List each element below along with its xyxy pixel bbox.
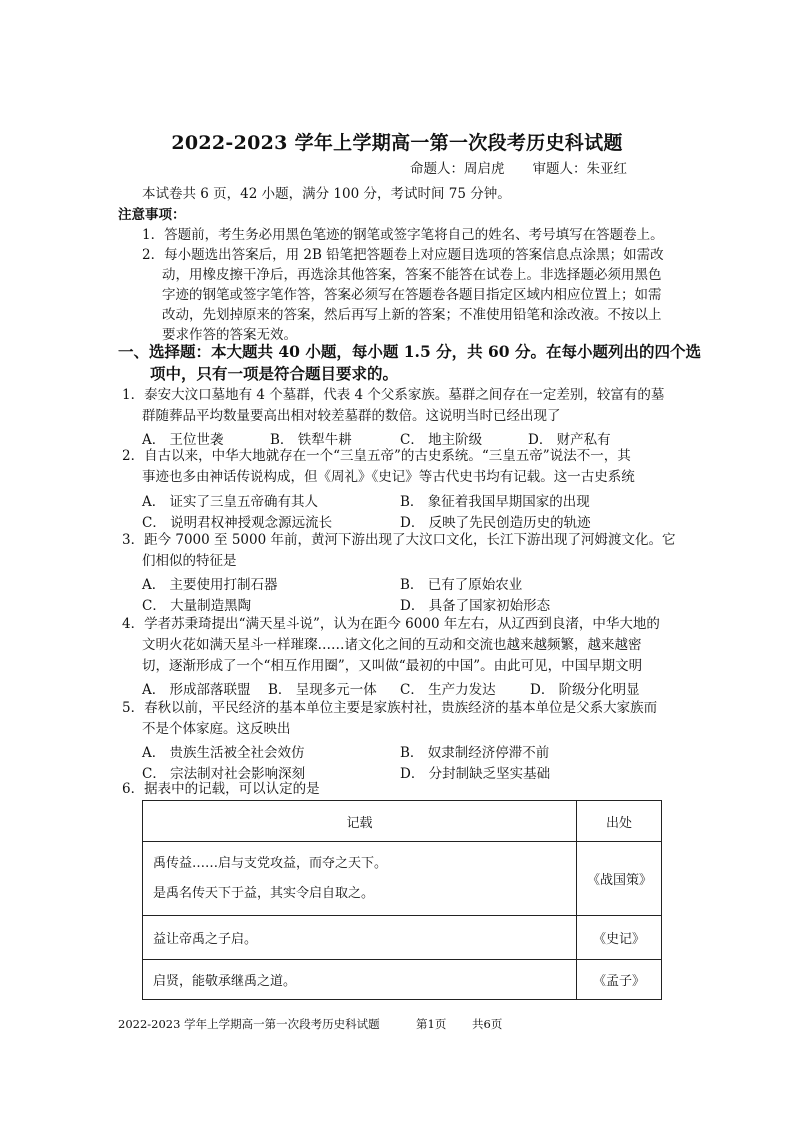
question-4-option-c: C． 生产力发达 [400, 682, 496, 698]
question-1-stem: 1．泰安大汶口墓地有 4 个墓群，代表 4 个父系家族。墓群之间存在一定差别，较富有的墓 [122, 387, 665, 403]
question-1-stem: 群随葬品平均数量要高出相对较差墓群的数倍。这说明当时已经出现了 [142, 408, 561, 424]
question-5-option-d: D． 分封制缺乏坚实基础 [400, 766, 551, 782]
question-2-stem: 事迹也多由神话传说构成，但《周礼》《史记》等古代史书均有记载。这一古史系统 [142, 469, 635, 485]
setter: 命题人：周启虎 [410, 161, 505, 177]
header-source: 出处 [577, 801, 662, 842]
question-2-option-a: A． 证实了三皇五帝确有其人 [142, 494, 319, 510]
notes-item-2-line: 2．每小题选出答案后，用 2B 铅笔把答题卷上对应题目选项的答案信息点涂黑；如需改 [142, 247, 664, 263]
notes-item-1: 1．答题前，考生务必用黑色笔迹的钢笔或签字笔将自己的姓名、考号填写在答题卷上。 [142, 227, 664, 243]
exam-intro: 本试卷共 6 页，42 小题，满分 100 分，考试时间 75 分钟。 [142, 186, 511, 202]
question-5-option-c: C． 宗法制对社会影响深刻 [142, 766, 306, 782]
source-cell: 《孟子》 [577, 960, 662, 1000]
footer-title: 2022-2023 学年上学期高一第一次段考历史科试题 [118, 1017, 380, 1031]
question-2-stem: 2．自古以来，中华大地就存在一个“三皇五帝”的古史系统。“三皇五帝”说法不一，其 [122, 448, 631, 464]
source-cell: 《战国策》 [577, 842, 662, 916]
question-4-option-d: D． 阶级分化明显 [530, 682, 640, 698]
question-2-option-c: C． 说明君权神授观念源远流长 [142, 515, 333, 531]
source-cell: 《史记》 [577, 916, 662, 960]
table-row [143, 960, 662, 1000]
notes-item-2-line: 改动，先划掉原来的答案，然后再写上新的答案；不准使用铅笔和涂改液。不按以上 [162, 307, 662, 323]
question-1-option-b: B． 铁犁牛耕 [270, 432, 352, 448]
authors [410, 157, 627, 177]
question-2-option-d: D． 反映了先民创造历史的轨迹 [400, 515, 591, 531]
question-3-option-d: D． 具备了国家初始形态 [400, 598, 551, 614]
reviewer: 审题人：朱亚红 [532, 161, 627, 177]
table-row [143, 842, 662, 916]
footer-page: 第1页 [416, 1017, 447, 1031]
question-4-stem: 文明火花如满天星斗一样璀璨……诸文化之间的互动和交流也越来越频繁，越来越密 [142, 637, 642, 653]
exam-title: 2022-2023 学年上学期高一第一次段考历史科试题 [171, 132, 623, 154]
record-line: 是禹名传天下于益，其实令启自取之。 [153, 885, 375, 901]
notes-item-2-line: 要求作答的答案无效。 [162, 327, 297, 343]
question-5-option-b: B． 奴隶制经济停滞不前 [400, 745, 550, 761]
table-row [143, 916, 662, 960]
notes-heading: 注意事项： [118, 207, 186, 223]
footer-total-pages: 共6页 [472, 1017, 503, 1031]
question-3-option-b: B． 已有了原始农业 [400, 577, 523, 593]
question-4-stem: 切，逐渐形成了一个“相互作用圈”，又叫做“最初的中国”。由此可见，中国早期文明 [142, 658, 643, 674]
question-6-stem: 6．据表中的记载，可以认定的是 [122, 781, 320, 797]
question-3-option-c: C． 大量制造黑陶 [142, 598, 252, 614]
section-heading: 一、选择题：本大题共 40 小题，每小题 1.5 分，共 60 分。在每小题列出的四个选 [118, 342, 701, 361]
table-header-row [143, 801, 662, 842]
question-4-option-a: A． 形成部落联盟 [142, 682, 251, 698]
question-3-stem: 们相似的特征是 [142, 553, 237, 569]
question-2-option-b: B． 象征着我国早期国家的出现 [400, 494, 590, 510]
section-heading-cont: 项中，只有一项是符合题目要求的。 [150, 364, 399, 383]
record-cell: 益让帝禹之子启。 [143, 916, 577, 960]
question-5-stem: 5．春秋以前，平民经济的基本单位主要是家族村社，贵族经济的基本单位是父系大家族而 [122, 700, 658, 716]
question-5-option-a: A． 贵族生活被全社会效仿 [142, 745, 305, 761]
question-4-stem: 4．学者苏秉琦提出“满天星斗说”，认为在距今 6000 年左右，从辽西到良渚，中华大地的 [122, 616, 660, 632]
question-1-option-d: D． 财产私有 [528, 432, 611, 448]
record-cell [143, 842, 577, 916]
header-record: 记载 [143, 801, 577, 842]
question-4-option-b: B． 呈现多元一体 [268, 682, 377, 698]
record-line: 禹传益……启与支党攻益，而夺之天下。 [153, 855, 388, 871]
question-1-option-a: A． 王位世袭 [142, 432, 224, 448]
question-3-option-a: A． 主要使用打制石器 [142, 577, 278, 593]
notes-item-2-line: 动，用橡皮擦干净后，再选涂其他答案，答案不能答在试卷上。非选择题必须用黑色 [162, 267, 662, 283]
question-1-option-c: C． 地主阶级 [400, 432, 483, 448]
question-3-stem: 3．距今 7000 至 5000 年前，黄河下游出现了大汶口文化，长江下游出现了河姆渡文化。它 [122, 532, 676, 548]
notes-item-2-line: 字迹的钢笔或签字笔作答，答案必须写在答题卷各题目指定区域内相应位置上；如需 [162, 287, 662, 303]
record-cell: 启贤，能敬承继禹之道。 [143, 960, 577, 1000]
records-table [142, 800, 662, 1000]
question-5-stem: 不是个体家庭。这反映出 [142, 721, 291, 737]
